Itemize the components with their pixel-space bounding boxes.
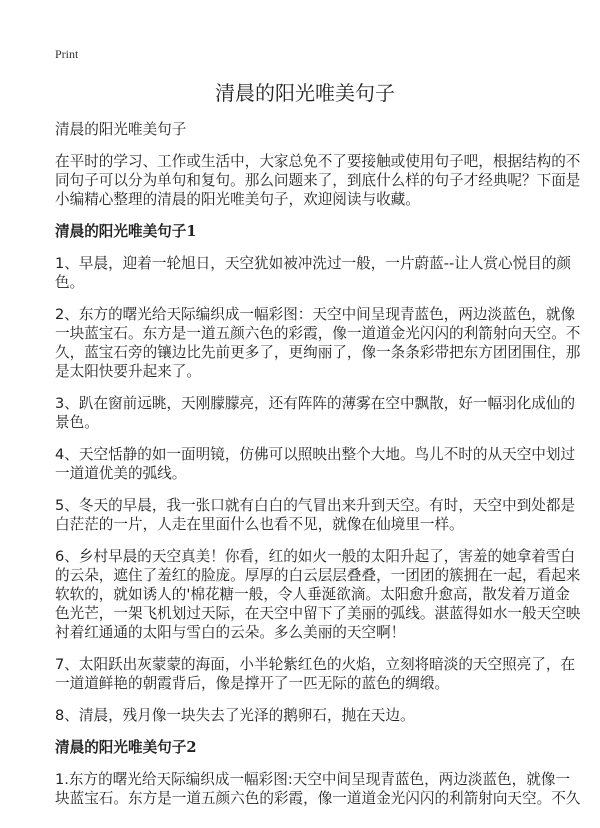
text-line: 久，蓝宝石旁的镶边比先前更多了，更绚丽了，像一条条彩带把东方团团围住，那 <box>55 344 581 361</box>
list-item <box>55 655 576 693</box>
list-item <box>55 547 581 642</box>
text-line: 3、趴在窗前远眺，天刚朦朦亮，还有阵阵的薄雾在空中飘散，好一幅羽化成仙的 <box>55 395 576 412</box>
text-line: 4、天空恬静的如一面明镜，仿佛可以照映出整个大地。鸟儿不时的从天空中划过 <box>55 446 576 463</box>
list-item <box>55 305 581 381</box>
text-line: 1、早晨，迎着一轮旭日，天空犹如被冲洗过一般，一片蔚蓝--让人赏心悦目的颜 <box>55 255 572 272</box>
subtitle: 清晨的阳光唯美句子 <box>55 121 187 138</box>
text-line: 的云朵，遮住了羞红的脸庞。厚厚的白云层层叠叠，一团团的簇拥在一起，看起来 <box>55 567 581 584</box>
list-item <box>55 496 576 534</box>
text-line: 小编精心整理的清晨的阳光唯美句子，欢迎阅读与收藏。 <box>55 191 420 208</box>
document <box>55 80 581 821</box>
text-line: 是太阳快要升起来了。 <box>55 363 201 380</box>
section-heading-1: 清晨的阳光唯美句子1 <box>55 223 197 240</box>
text-line: 一道道鲜艳的朝霞背后，像是撑开了一匹无际的蓝色的绸缎。 <box>55 675 450 692</box>
text-line: 同句子可以分为单句和复句。那么问题来了，到底什么样的句子才经典呢？下面是 <box>55 172 581 189</box>
section-2-items <box>55 770 581 808</box>
list-item <box>55 254 572 292</box>
text-line: 8、清晨，残月像一块失去了光泽的鹅卵石，抛在天边。 <box>55 707 415 724</box>
intro-paragraph <box>55 152 581 209</box>
list-item <box>55 445 576 483</box>
text-line: 一道道优美的弧线。 <box>55 465 187 482</box>
text-line: 7、太阳跃出灰蒙蒙的海面，小半轮紫红色的火焰，立刻将暗淡的天空照亮了，在 <box>55 656 576 673</box>
text-line: 景色。 <box>55 414 99 431</box>
text-line: 在平时的学习、工作或生活中，大家总免不了要接触或使用句子吧，根据结构的不 <box>55 153 581 170</box>
text-line: 5、冬天的早晨，我一张口就有白白的气冒出来升到天空。有时，天空中到处都是 <box>55 497 576 514</box>
text-line: 块蓝宝石。东方是一道五颜六色的彩霞，像一道道金光闪闪的利箭射向天空。不久 <box>55 790 581 807</box>
text-line: 一块蓝宝石。东方是一道五颜六色的彩霞，像一道道金光闪闪的利箭射向天空。不 <box>55 325 581 342</box>
section-heading-2: 清晨的阳光唯美句子2 <box>55 739 197 756</box>
print-link[interactable]: Print <box>55 47 79 61</box>
text-line: 1.东方的曙光给天际编织成一幅彩图:天空中间呈现青蓝色，两边淡蓝色，就像一 <box>55 771 571 788</box>
text-line: 2、东方的曙光给天际编织成一幅彩图：天空中间呈现青蓝色，两边淡蓝色，就像 <box>55 306 576 323</box>
text-line: 衬着红通通的太阳与雪白的云朵。多么美丽的天空啊！ <box>55 624 406 641</box>
text-line: 色光芒，一架飞机划过天际，在天空中留下了美丽的弧线。湛蓝得如水一般天空映 <box>55 605 581 622</box>
text-line: 白茫茫的一片，人走在里面什么也看不见，就像在仙境里一样。 <box>55 516 464 533</box>
text-line: 6、乡村早晨的天空真美！你看，红的如火一般的太阳升起了，害羞的她拿着雪白 <box>55 548 576 565</box>
section-1-items <box>55 254 581 725</box>
text-line: 软软的，就如诱人的'棉花糖一般，令人垂涎欲滴。太阳愈升愈高，散发着万道金 <box>55 586 570 603</box>
list-item <box>55 394 576 432</box>
list-item <box>55 706 555 725</box>
page-title: 清晨的阳光唯美句子 <box>215 81 395 105</box>
text-line: 色。 <box>55 274 85 291</box>
list-item <box>55 770 581 808</box>
